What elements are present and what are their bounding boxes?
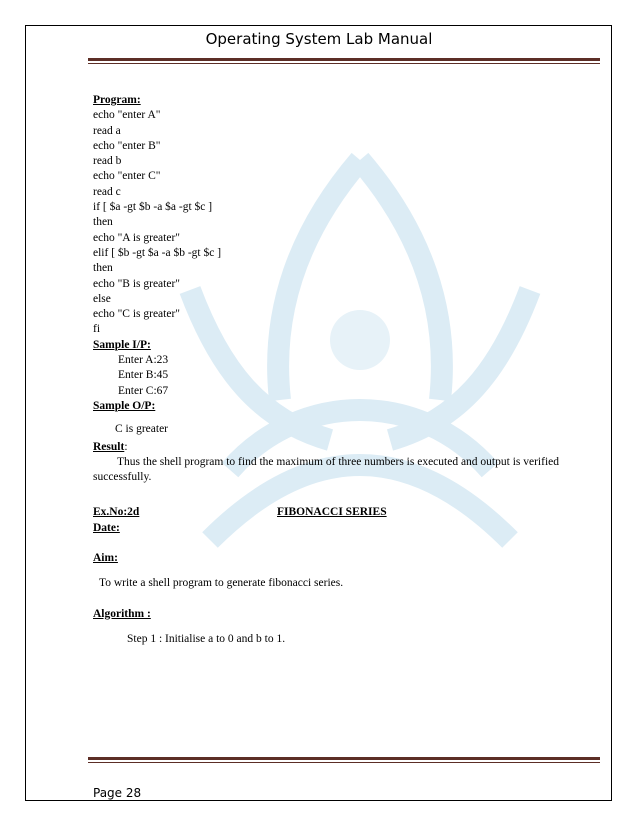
footer-rule-thick: [88, 757, 600, 760]
date-label: Date:: [93, 521, 120, 534]
sample-output-heading: Sample O/P:: [93, 399, 156, 412]
aim-heading: Aim:: [93, 552, 118, 565]
code-line: then: [93, 262, 113, 275]
page-number: Page 28: [93, 786, 142, 800]
code-line: echo "A is greater": [93, 231, 180, 244]
code-line: elif [ $b -gt $a -a $b -gt $c ]: [93, 246, 222, 259]
sample-input-line: Enter C:67: [118, 384, 169, 397]
algorithm-heading: Algorithm :: [93, 607, 151, 620]
code-line: echo "C is greater": [93, 308, 180, 321]
exercise-row: [93, 505, 573, 520]
program-heading: Program:: [93, 94, 141, 106]
header-rule-thick: [88, 58, 600, 61]
result-heading: Result: [93, 440, 125, 453]
sample-output-value: C is greater: [115, 423, 169, 436]
footer-rule-thin: [88, 762, 600, 763]
code-line: else: [93, 292, 111, 305]
code-line: if [ $a -gt $b -a $a -gt $c ]: [93, 201, 213, 214]
code-line: echo "enter C": [93, 170, 161, 183]
code-line: read c: [93, 185, 121, 198]
code-line: echo "enter A": [93, 109, 161, 122]
code-line: echo "enter B": [93, 139, 161, 152]
result-heading-row: [93, 440, 573, 455]
code-line: echo "B is greater": [93, 277, 180, 290]
sample-input-line: Enter A:23: [118, 354, 169, 367]
page-content: [93, 93, 573, 647]
result-colon: :: [124, 440, 128, 453]
code-line: read b: [93, 155, 122, 168]
code-line: read a: [93, 124, 121, 137]
result-text: Thus the shell program to find the maximum of three numbers is executed and output is verified successfully.: [93, 455, 560, 484]
sample-input-line: Enter B:45: [118, 369, 169, 382]
exercise-number: Ex.No:2d: [93, 506, 140, 519]
page-header-title: Operating System Lab Manual: [205, 30, 433, 48]
algorithm-step: Step 1 : Initialise a to 0 and b to 1.: [127, 632, 286, 645]
aim-text: To write a shell program to generate fibonacci series.: [99, 577, 344, 590]
exercise-title: FIBONACCI SERIES: [277, 506, 387, 519]
sample-input-heading: Sample I/P:: [93, 338, 151, 351]
code-line: fi: [93, 323, 101, 336]
code-line: then: [93, 216, 113, 229]
header-rule-thin: [88, 63, 600, 64]
